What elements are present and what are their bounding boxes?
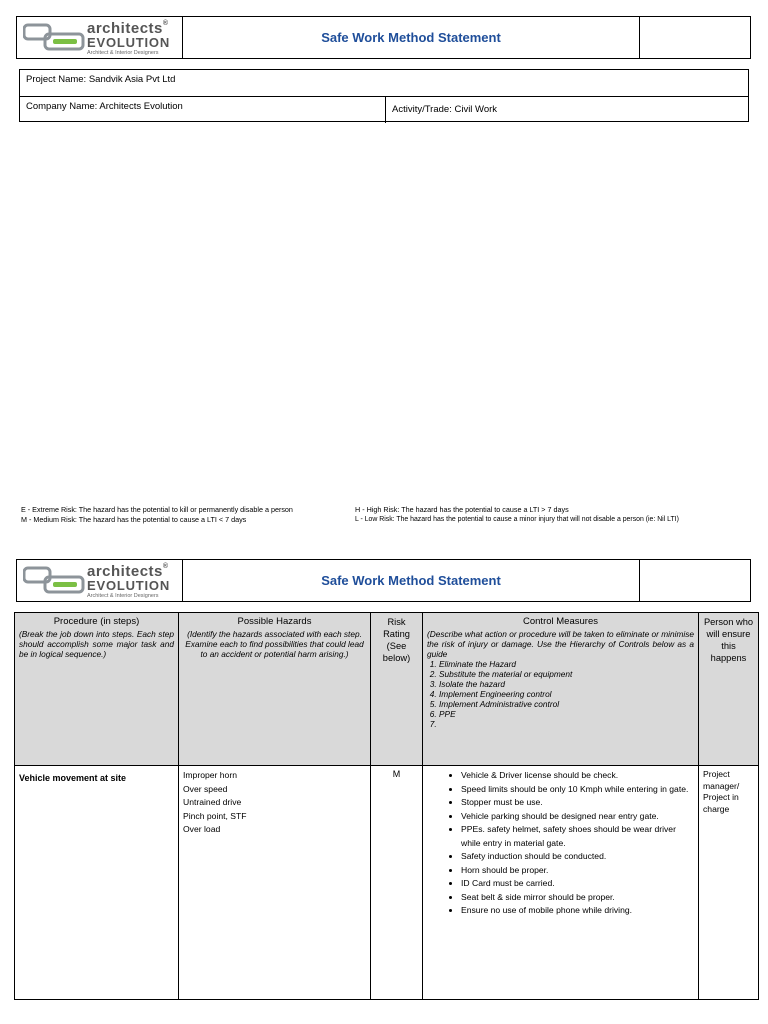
company-logo (17, 17, 183, 58)
control-hint: (Describe what action or procedure will be taken to eliminate or minimise the risk of injury or damage. Use the Hierarchy of Controls below as a guide (427, 629, 694, 659)
list-item: • Vehicle & Driver license should be check. (461, 769, 694, 783)
list-item: • Seat belt & side mirror should be proper. (461, 891, 694, 905)
header-hazards: Possible Hazards (Identify the hazards associated with each step. Examine each to find possibilities that could lead to an accident or potential harm arising.) (179, 613, 371, 766)
activity-trade: Activity/Trade: Civil Work (392, 104, 498, 115)
legend-extreme: E - Extreme Risk: The hazard has the potential to kill or permanently disable a person (21, 505, 293, 514)
table-row (15, 766, 759, 1000)
swms-table (14, 612, 759, 1000)
header-control-measures: Control Measures (Describe what action or procedure will be taken to eliminate or minimise the risk of injury or damage. Use the Hierarchy of Controls below as a guide 1. Eliminate the Hazard 2. Substitute the material or equipment 3. Isolate the hazard 4. Implement Engineering control 5. Implement Administrative control 6. PPE 7. (423, 613, 699, 766)
hazard-item: Over speed (183, 783, 228, 794)
procedure-hint: (Break the job down into steps. Each step should accomplish some major task and be in logical sequence.) (19, 629, 174, 659)
header-blank-cell (640, 560, 750, 601)
control-measures-cell (423, 766, 699, 1000)
hazard-item: Improper horn (183, 770, 237, 780)
logo-name-line2: EVOLUTION (87, 578, 171, 593)
list-item: 3. Isolate the hazard (439, 679, 694, 689)
risk-rating: M (371, 766, 423, 1000)
page-header-second (16, 559, 751, 602)
list-item: • Speed limits should be only 10 Kmph while entering in gate. (461, 783, 694, 797)
list-item: 2. Substitute the material or equipment (439, 669, 694, 679)
list-item: • ID Card must be carried. (461, 877, 694, 891)
project-name: Project Name: Sandvik Asia Pvt Ltd (26, 74, 176, 85)
project-info-table (19, 69, 749, 122)
list-item: • Ensure no use of mobile phone while driving. (461, 904, 694, 918)
list-item: • PPEs. safety helmet, safety shoes should be wear driver while entry in material gate. (461, 823, 694, 850)
procedure-step: Vehicle movement at site (19, 773, 127, 783)
document-title: Safe Work Method Statement (183, 17, 640, 58)
logo-name-line2: EVOLUTION (87, 35, 171, 50)
project-name-row (20, 70, 748, 97)
list-item: • Horn should be proper. (461, 864, 694, 878)
header-risk-rating: Risk Rating (See below) (371, 613, 423, 766)
list-item: 1. Eliminate the Hazard (439, 659, 694, 669)
responsible-person: Project manager/ Project in charge (699, 766, 759, 1000)
header-person: Person who will ensure this happens (699, 613, 759, 766)
list-item: • Safety induction should be conducted. (461, 850, 694, 864)
list-item (439, 719, 694, 729)
page-header-top (16, 16, 751, 59)
list-item: 4. Implement Engineering control (439, 689, 694, 699)
list-item: 6. PPE (439, 709, 694, 719)
table-header-row (15, 613, 759, 766)
logo-name-line1: architects® (87, 563, 169, 580)
hazards-cell (179, 766, 371, 1000)
header-blank-cell (640, 17, 750, 58)
company-logo (17, 560, 183, 601)
legend-low: L - Low Risk: The hazard has the potential to cause a minor injury that will not disable a person (ie: Nil LTI) (355, 516, 679, 523)
logo-tagline: Architect & Interior Designers (87, 50, 159, 56)
hazards-hint: (Identify the hazards associated with each step. Examine each to find possibilities that could lead to an accident or potential harm arising.) (185, 629, 364, 659)
legend-medium: M - Medium Risk: The hazard has the potential to cause a LTI < 7 days (21, 515, 247, 524)
hazard-item: Pinch point, STF (183, 810, 247, 821)
hazard-item: Over load (183, 824, 221, 834)
logo-mark-icon (23, 566, 85, 594)
logo-name-line1: architects® (87, 20, 169, 37)
legend-high: H - High Risk: The hazard has the potential to cause a LTI > 7 days (355, 505, 569, 514)
list-item: • Stopper must be use. (461, 796, 694, 810)
control-measures-list (427, 769, 694, 918)
list-item: • Vehicle parking should be designed near entry gate. (461, 810, 694, 824)
logo-tagline: Architect & Interior Designers (87, 593, 159, 599)
logo-mark-icon (23, 23, 85, 51)
list-item: 5. Implement Administrative control (439, 699, 694, 709)
hazard-item: Untrained drive (183, 797, 242, 807)
hierarchy-of-controls (427, 659, 694, 729)
company-row (20, 97, 748, 123)
risk-legend (21, 505, 751, 527)
company-name: Company Name: Architects Evolution (20, 97, 386, 123)
document-title: Safe Work Method Statement (183, 560, 640, 601)
header-procedure: Procedure (in steps) (Break the job down into steps. Each step should accomplish some major task and be in logical sequence.) (15, 613, 179, 766)
